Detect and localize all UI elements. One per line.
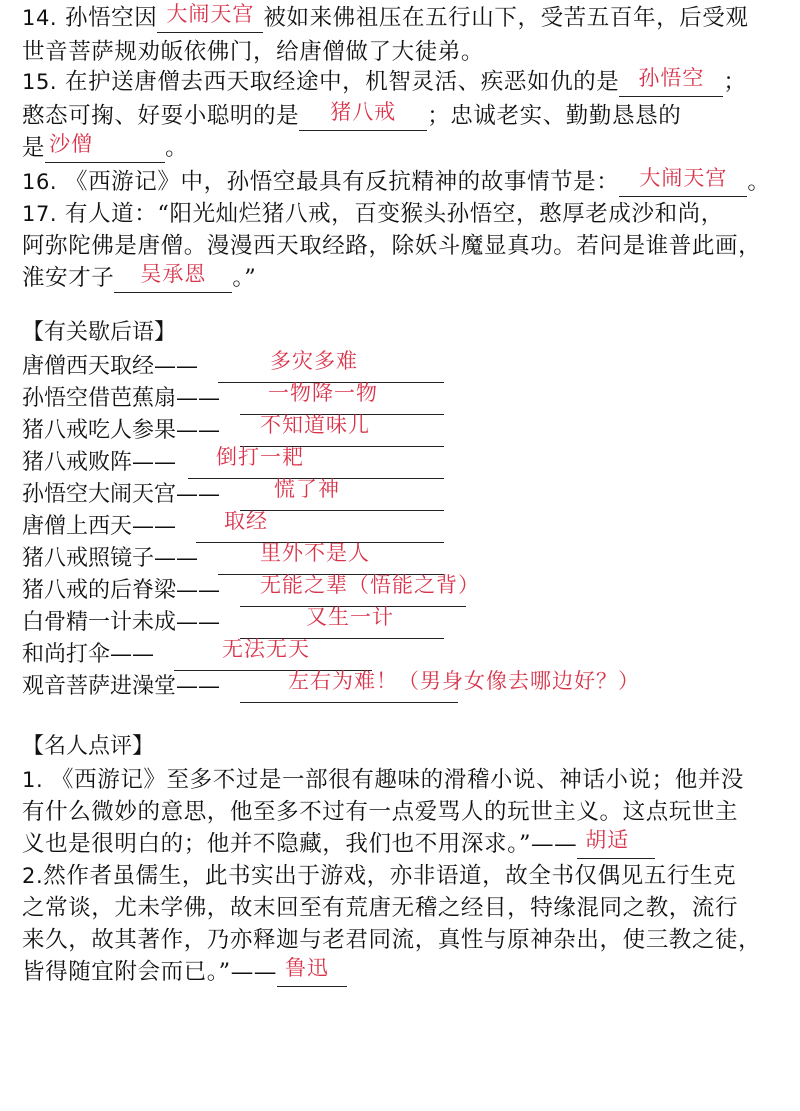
q14-suffix: 被如来佛祖压在五行山下，受苦五百年，后受观: [263, 5, 749, 31]
xiehouyu-answer: 又生一计: [306, 605, 394, 629]
xiehouyu-answer: 无法无天: [222, 637, 310, 661]
review2-number: 2.: [22, 864, 44, 888]
xiehouyu-item: [22, 349, 358, 382]
xiehouyu-question: 和尚打伞——: [22, 642, 155, 667]
q17-answer-blank: [114, 264, 232, 293]
q15-answer1-blank: [619, 68, 723, 97]
xiehouyu-item: [22, 669, 640, 702]
q16-number: 16.: [22, 170, 58, 194]
review2-line3: 来久，故其著作，乃亦释迦与老君同流，真性与原神杂出，使三教之徒，: [22, 927, 762, 953]
xiehouyu-answer: 一物降一物: [268, 381, 378, 405]
q15-line1: [22, 66, 746, 98]
xiehouyu-item: [22, 477, 340, 510]
xiehouyu-question: 猪八戒败阵——: [22, 450, 177, 475]
xiehouyu-item: [22, 573, 480, 606]
q15-line3: [22, 132, 188, 164]
xiehouyu-question: 猪八戒吃人参果——: [22, 418, 221, 443]
q15-answer2: 猪八戒: [330, 100, 397, 124]
q17-line3-suffix: 。”: [232, 265, 257, 291]
q16-answer: 大闹天宫: [639, 166, 728, 190]
q16-answer-blank: [619, 168, 747, 197]
xiehouyu-answer: 慌了神: [274, 477, 340, 501]
q14-number: 14.: [22, 6, 58, 30]
xiehouyu-question: 猪八戒照镜子——: [22, 546, 199, 571]
q15-line2-prefix: 憨态可掬、好耍小聪明的是: [22, 103, 300, 129]
q15-line2-suffix: ；忠诚老实、勤勤恳恳的: [427, 103, 682, 129]
review1-line2: 有什么微妙的意思，他至多不过有一点爱骂人的玩世主义。这点玩世主: [22, 799, 739, 825]
reviews-heading: 【名人点评】: [22, 734, 155, 759]
xiehouyu-question: 猪八戒的后脊梁——: [22, 578, 221, 603]
xiehouyu-item: [22, 445, 304, 478]
q17-number: 17.: [22, 202, 58, 226]
xiehouyu-answer: 倒打一耙: [216, 445, 304, 469]
q15-answer2-blank: [299, 102, 427, 131]
q17-line3-prefix: 淮安才子: [22, 265, 115, 291]
review2-answer-blank: [277, 958, 347, 987]
review1-number: 1.: [22, 768, 44, 792]
q15-line3-prefix: 是: [22, 135, 46, 161]
q16-prefix: 《西游记》中，孙悟空最具有反抗精神的故事情节是：: [64, 169, 620, 195]
q15-prefix: 在护送唐僧去西天取经途中，机智灵活、疾恶如仇的是: [64, 69, 620, 95]
q15-line3-suffix: 。: [165, 135, 189, 161]
q14-line2: 世音菩萨规劝皈依佛门，给唐僧做了大徒弟。: [22, 39, 485, 65]
xiehouyu-answer: 多灾多难: [270, 349, 358, 373]
review1-line1: [22, 764, 744, 796]
xiehouyu-answer: 左右为难！（男身女像去哪边好？）: [288, 669, 640, 693]
xiehouyu-answer: 取经: [224, 509, 268, 533]
xiehouyu-question: 孙悟空借芭蕉扇——: [22, 386, 221, 411]
q14-prefix: 孙悟空因: [64, 5, 158, 31]
xiehouyu-item: [22, 509, 268, 542]
review2-answer: 鲁迅: [284, 956, 329, 980]
q17-line2: 阿弥陀佛是唐僧。漫漫西天取经路，除妖斗魔显真功。若问是谁普此画，: [22, 233, 762, 259]
review1-line3: [22, 828, 655, 860]
q17-answer: 吴承恩: [140, 262, 207, 286]
xiehouyu-answer: 里外不是人: [260, 541, 370, 565]
xiehouyu-question: 孙悟空大闹天宫——: [22, 482, 221, 507]
xiehouyu-heading: 【有关歇后语】: [22, 320, 177, 345]
review2-text1: 然作者虽儒生，此书实出于游戏，亦非语道，故全书仅偶见五行生克: [43, 863, 737, 889]
q15-suffix1: ；: [723, 69, 747, 95]
q15-answer3-blank: [45, 134, 165, 163]
xiehouyu-item: [22, 605, 394, 638]
xiehouyu-question: 唐僧西天取经——: [22, 354, 199, 379]
xiehouyu-item: [22, 413, 370, 446]
review1-answer-blank: [577, 830, 655, 859]
xiehouyu-answer-line: [240, 480, 444, 511]
xiehouyu-item: [22, 637, 310, 670]
xiehouyu-item: [22, 541, 370, 574]
q14-answer: 大闹天宫: [166, 2, 255, 26]
xiehouyu-question: 白骨精一计未成——: [22, 610, 221, 635]
review2-line4-text: 皆得随宜附会而已。”——: [22, 959, 277, 985]
q16-line: [22, 166, 770, 198]
review2-line2: 之常谈，尤未学佛，故末回至有荒唐无稽之经目，特缘混同之教，流行: [22, 895, 739, 921]
review1-line3-text: 义也是很明白的；他并不隐藏，我们也不用深求。”——: [22, 831, 578, 857]
q15-answer3: 沙僧: [49, 132, 94, 156]
q17-line1: [22, 198, 724, 230]
q17-text1: 有人道：“阳光灿烂猪八戒，百变猴头孙悟空，憨厚老成沙和尚，: [64, 201, 724, 227]
q15-answer1: 孙悟空: [638, 66, 705, 90]
xiehouyu-answer: 不知道味儿: [260, 413, 370, 437]
xiehouyu-question: 观音菩萨进澡堂——: [22, 674, 221, 699]
q14-answer-blank: [157, 4, 263, 33]
q16-suffix: 。: [747, 169, 771, 195]
xiehouyu-item: [22, 381, 378, 414]
xiehouyu-question: 唐僧上西天——: [22, 514, 177, 539]
review1-text1: 《西游记》至多不过是一部很有趣味的滑稽小说、神话小说；他并没: [51, 767, 745, 793]
review2-line1: [22, 860, 736, 892]
q17-line3: [22, 262, 256, 294]
review2-line4: [22, 956, 347, 988]
review1-answer: 胡适: [585, 828, 630, 852]
xiehouyu-answer: 无能之辈（悟能之背）: [260, 573, 480, 597]
q15-number: 15.: [22, 70, 58, 94]
q14-line1: [22, 2, 748, 34]
q15-line2: [22, 100, 681, 132]
